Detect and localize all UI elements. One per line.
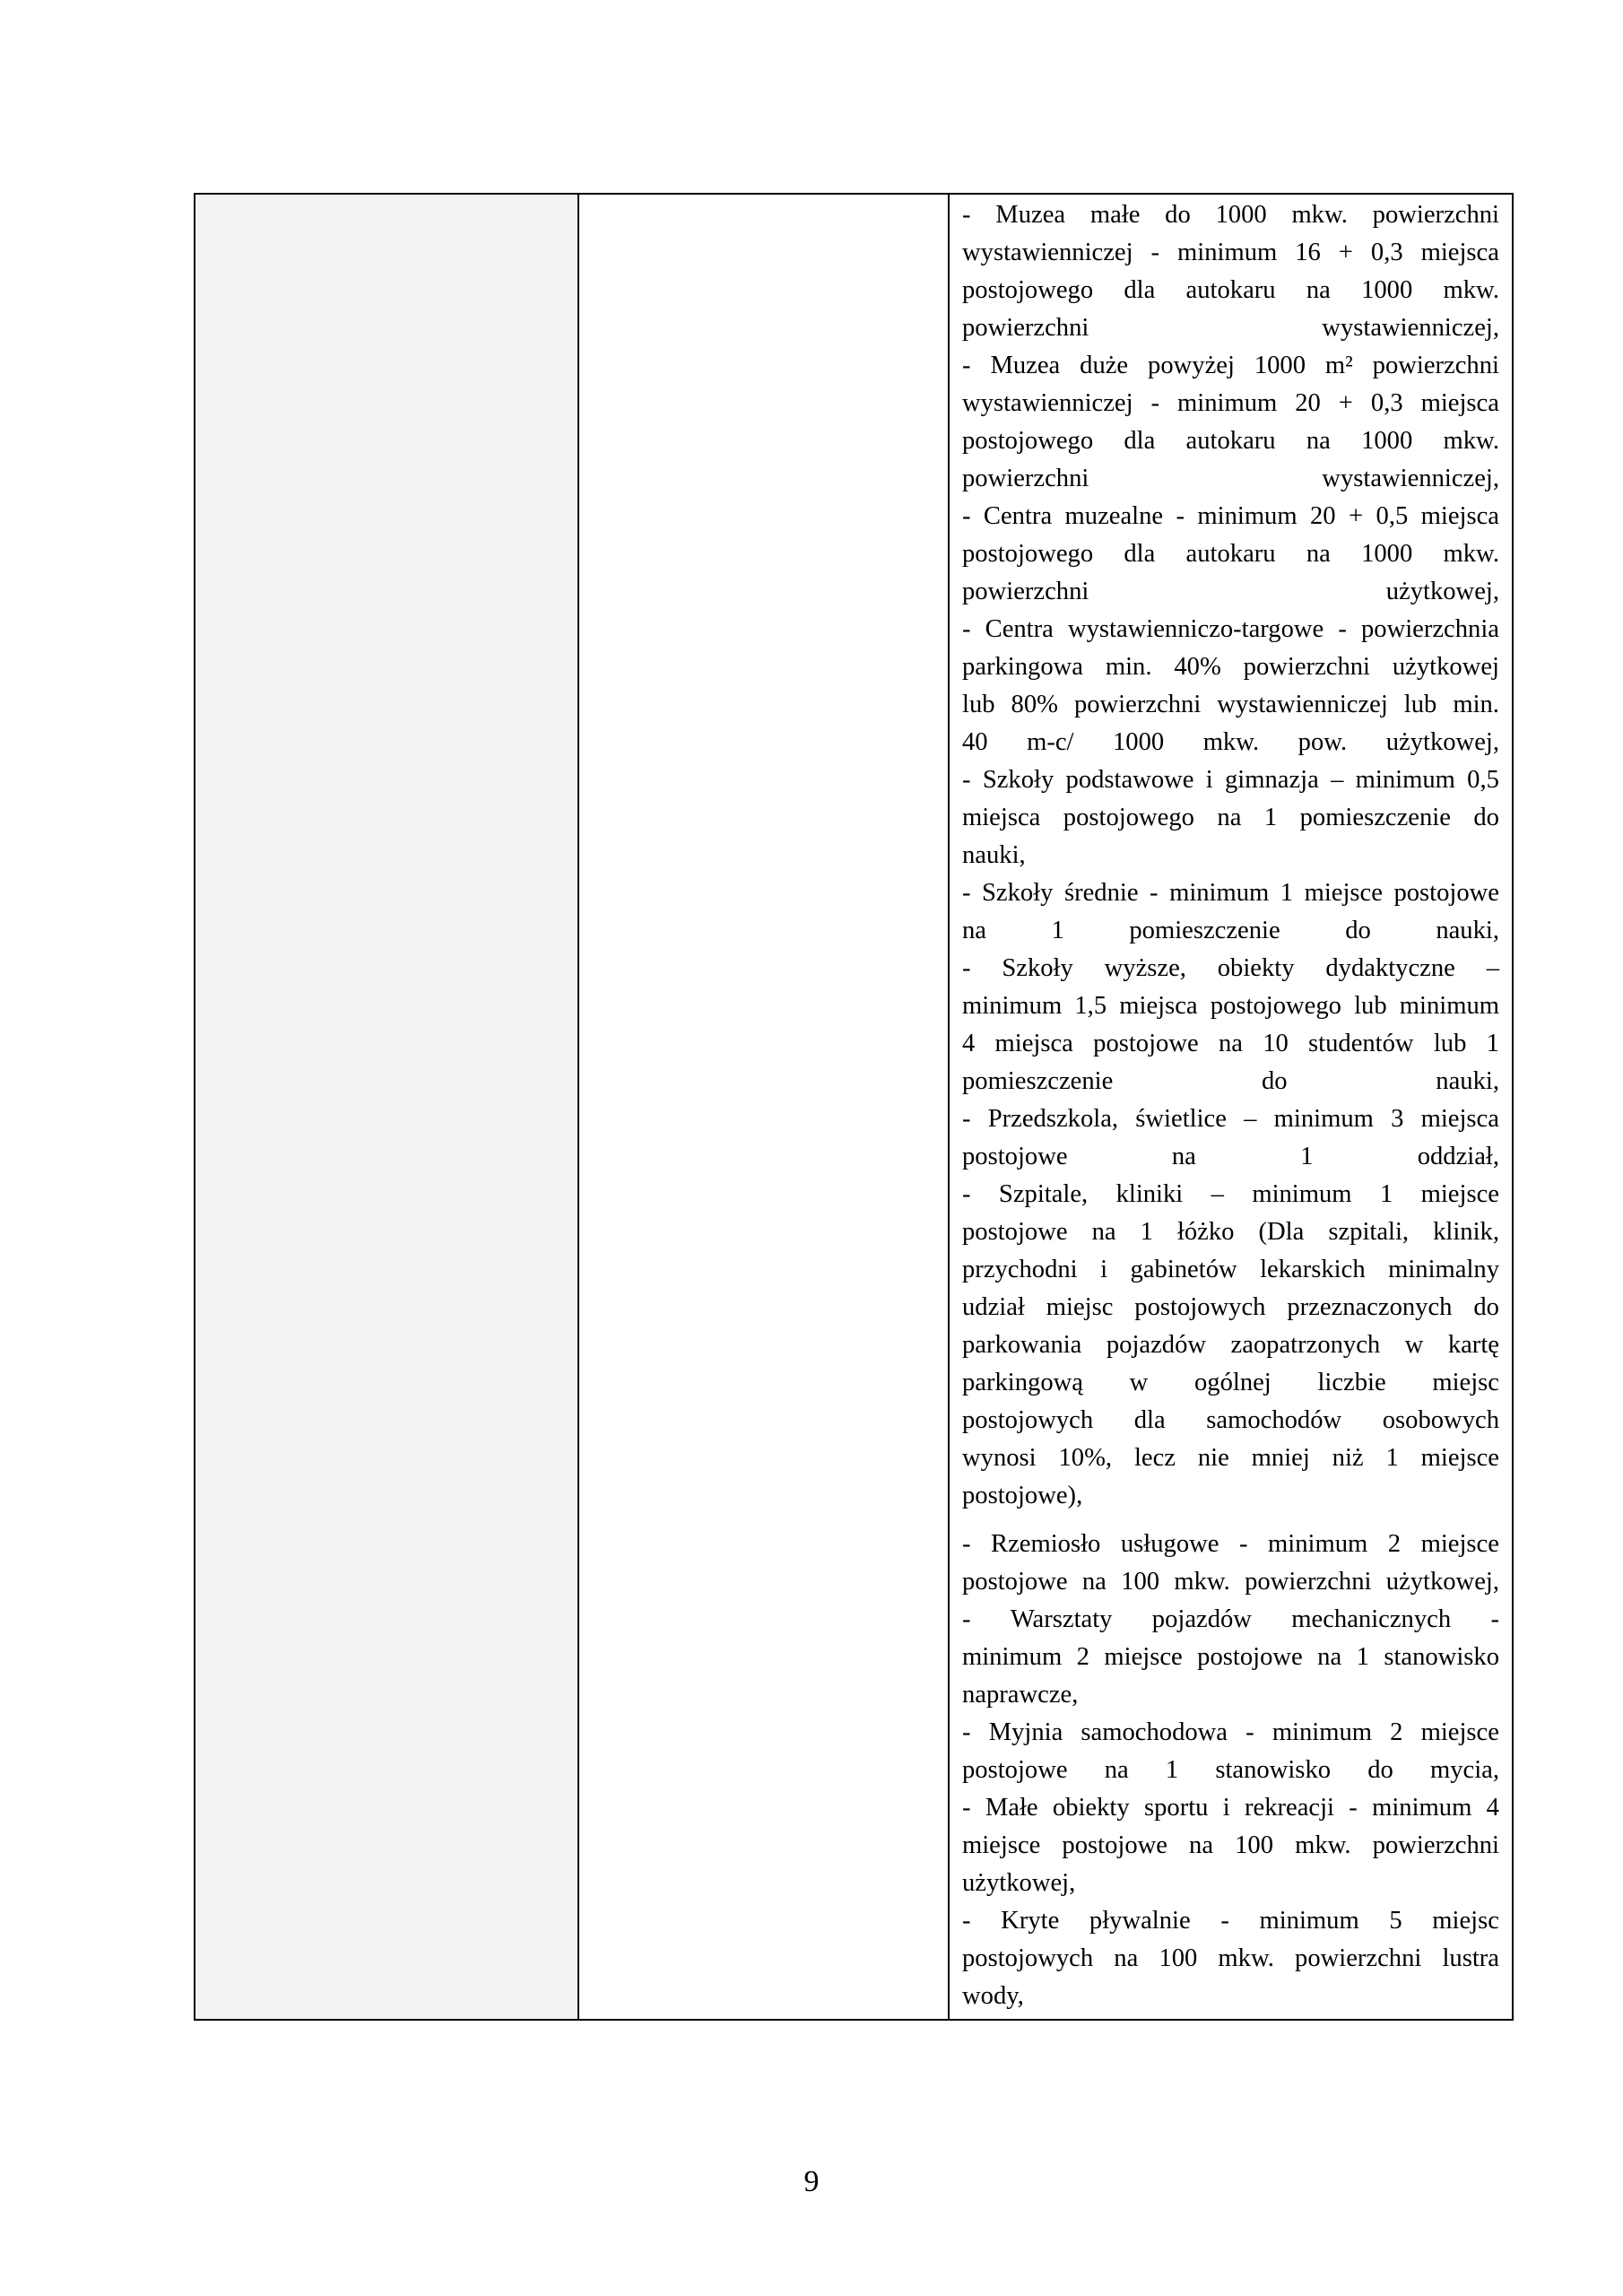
text-line: przychodni i gabinetów lekarskich minimalny	[962, 1256, 1499, 1283]
text-line: - Myjnia samochodowa - minimum 2 miejsce	[962, 1718, 1499, 1746]
text-line: postojowych dla samochodów osobowych	[962, 1406, 1499, 1434]
text-line: wystawienniczej - minimum 16 + 0,3 miejsca	[962, 239, 1499, 266]
text-line: nauki,	[962, 841, 1026, 869]
text-line: - Szkoły podstawowe i gimnazja – minimum 0,5	[962, 766, 1499, 794]
text-line: postojowe),	[962, 1482, 1083, 1509]
text-line: wynosi 10%, lecz nie mniej niż 1 miejsce	[962, 1444, 1499, 1472]
text-line: postojowego dla autokaru na 1000 mkw.	[962, 276, 1499, 304]
page-number: 9	[803, 2165, 820, 2198]
text-line: postojowe na 1 oddział,	[962, 1143, 1499, 1170]
text-line: - Małe obiekty sportu i rekreacji - minimum 4	[962, 1794, 1499, 1822]
text-line: na 1 pomieszczenie do nauki,	[962, 917, 1499, 944]
table-column-parking-requirements	[950, 195, 1512, 2019]
text-line: minimum 2 miejsce postojowe na 1 stanowisko	[962, 1643, 1499, 1671]
regulation-table	[194, 193, 1514, 2021]
text-line: - Rzemiosło usługowe - minimum 2 miejsce	[962, 1530, 1499, 1558]
text-line: - Kryte pływalnie - minimum 5 miejsc	[962, 1907, 1499, 1935]
text-line: postojowe na 1 stanowisko do mycia,	[962, 1756, 1499, 1784]
text-line: postojowe na 100 mkw. powierzchni użytkowej,	[962, 1568, 1499, 1596]
text-line: - Centra muzealne - minimum 20 + 0,5 miejsca	[962, 502, 1499, 530]
text-line: postojowego dla autokaru na 1000 mkw.	[962, 427, 1499, 455]
text-line: - Warsztaty pojazdów mechanicznych -	[962, 1605, 1499, 1633]
text-line: minimum 1,5 miejsca postojowego lub minimum	[962, 992, 1499, 1020]
text-line: - Muzea małe do 1000 mkw. powierzchni	[962, 201, 1499, 229]
text-line: parkingową w ogólnej liczbie miejsc	[962, 1369, 1499, 1396]
text-line: - Szpitale, kliniki – minimum 1 miejsce	[962, 1180, 1499, 1208]
parking-requirements-block-2	[962, 1526, 1499, 2015]
text-line: powierzchni wystawienniczej,	[962, 314, 1499, 342]
table-column-empty	[579, 195, 950, 2019]
parking-requirements-block-1	[962, 196, 1499, 1515]
text-line: - Szkoły średnie - minimum 1 miejsce postojowe	[962, 879, 1499, 907]
table-column-empty-shaded	[195, 195, 579, 2019]
text-line: naprawcze,	[962, 1681, 1079, 1709]
text-line: wystawienniczej - minimum 20 + 0,3 miejsca	[962, 389, 1499, 417]
text-line: powierzchni wystawienniczej,	[962, 465, 1499, 492]
text-line: lub 80% powierzchni wystawienniczej lub min.	[962, 691, 1499, 718]
paragraph-gap	[962, 1515, 1499, 1526]
text-line: postojowego dla autokaru na 1000 mkw.	[962, 540, 1499, 568]
text-line: użytkowej,	[962, 1869, 1076, 1897]
text-line: - Szkoły wyższe, obiekty dydaktyczne –	[962, 954, 1499, 982]
text-line: wody,	[962, 1982, 1024, 2010]
text-line: pomieszczenie do nauki,	[962, 1067, 1499, 1095]
text-line: postojowych na 100 mkw. powierzchni lustra	[962, 1944, 1499, 1972]
text-line: udział miejsc postojowych przeznaczonych do	[962, 1293, 1499, 1321]
text-line: powierzchni użytkowej,	[962, 578, 1499, 605]
text-line: - Centra wystawienniczo-targowe - powierzchnia	[962, 615, 1499, 643]
text-line: parkowania pojazdów zaopatrzonych w kartę	[962, 1331, 1499, 1359]
text-line: - Muzea duże powyżej 1000 m² powierzchni	[962, 352, 1499, 379]
text-line: 4 miejsca postojowe na 10 studentów lub 1	[962, 1030, 1499, 1057]
text-line: postojowe na 1 łóżko (Dla szpitali, klinik,	[962, 1218, 1499, 1246]
text-line: parkingowa min. 40% powierzchni użytkowej	[962, 653, 1499, 681]
text-line: - Przedszkola, świetlice – minimum 3 miejsca	[962, 1105, 1499, 1133]
text-line: miejsca postojowego na 1 pomieszczenie do	[962, 804, 1499, 831]
text-line: 40 m-c/ 1000 mkw. pow. użytkowej,	[962, 728, 1499, 756]
text-line: miejsce postojowe na 100 mkw. powierzchni	[962, 1831, 1499, 1859]
